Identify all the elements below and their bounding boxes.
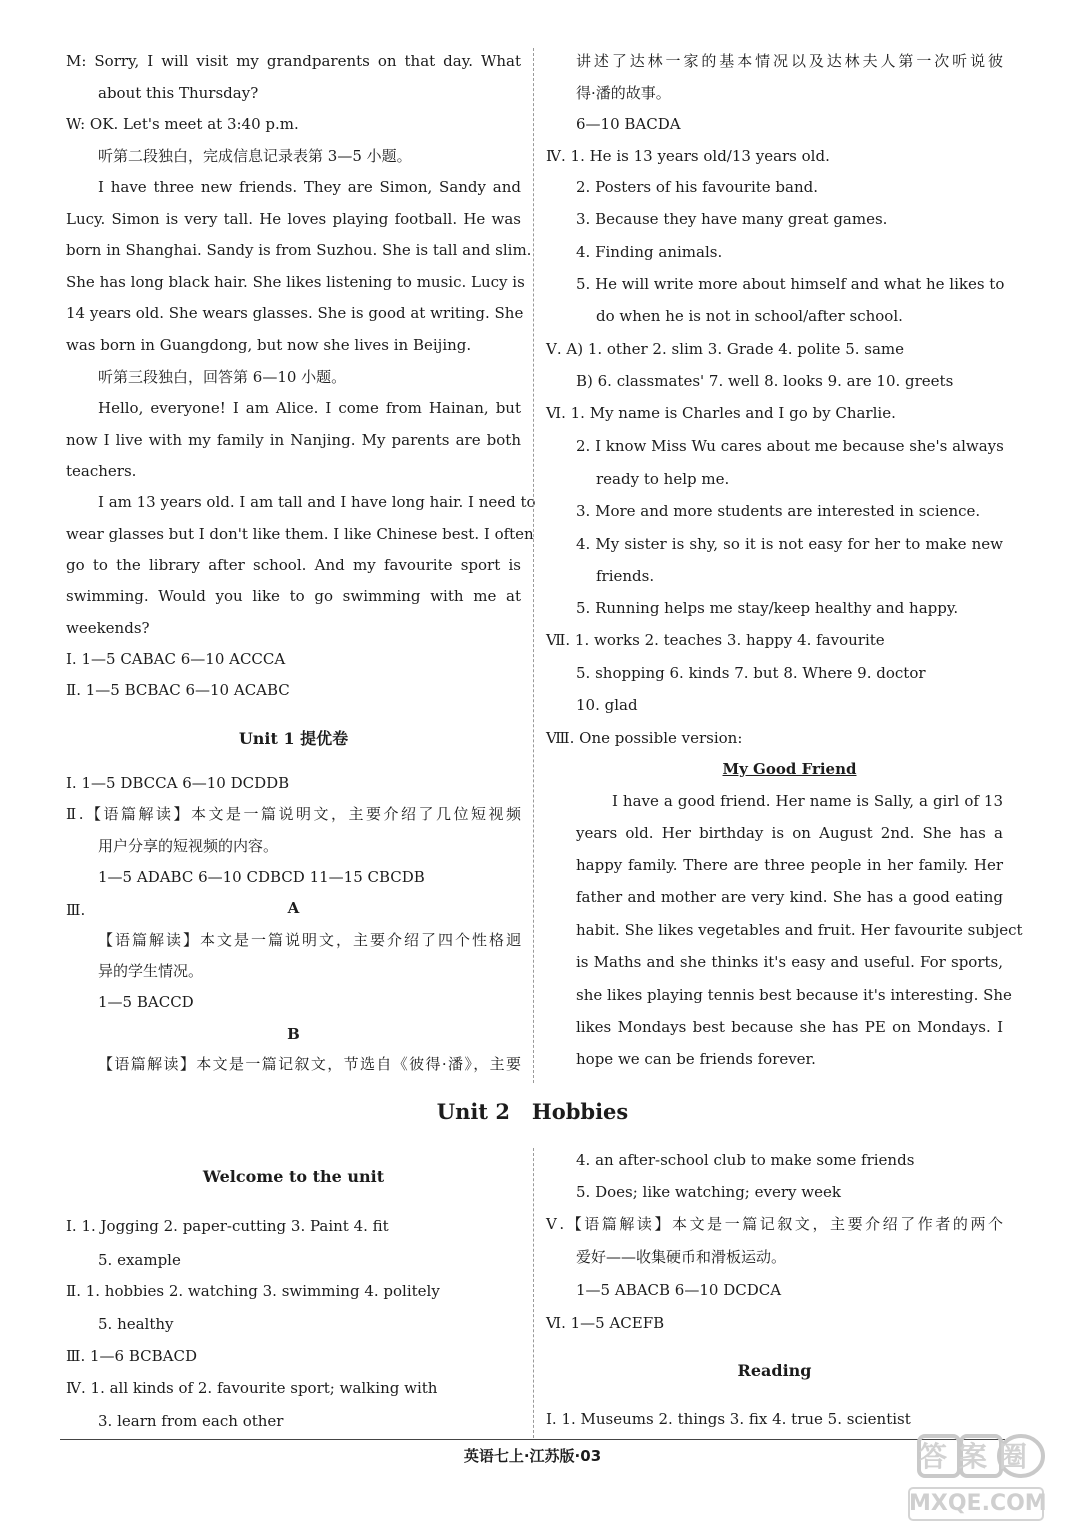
answer-line: Ⅱ.【语篇解读】本文是一篇说明文，主要介绍了几位短视频: [66, 805, 521, 823]
answer-line: Ⅳ. 1. He is 13 years old/13 years old.: [546, 147, 830, 165]
answer-line: 5. Does; like watching; every week: [576, 1183, 841, 1201]
essay-line: I have a good friend. Her name is Sally, a girl of 13: [612, 792, 1003, 810]
answer-line: Ⅰ. 1—5 CABAC 6—10 ACCCA: [66, 650, 286, 668]
instruction-line: 听第三段独白，回答第 6—10 小题。: [98, 368, 347, 386]
essay-line: she likes playing tennis best because it's interesting. She: [576, 986, 1012, 1004]
essay-line: is Maths and she thinks it's easy and useful. For sports,: [576, 953, 1003, 971]
script-line: 14 years old. She wears glasses. She is good at writing. She: [66, 304, 524, 322]
essay-line: likes Mondays best because she has PE on Mondays. I: [576, 1018, 1003, 1036]
answer-line: 5. healthy: [98, 1315, 174, 1333]
essay-line: hope we can be friends forever.: [576, 1050, 816, 1068]
answer-line: 用户分享的短视频的内容。: [98, 837, 279, 855]
script-line: wear glasses but I don't like them. I like Chinese best. I often: [66, 525, 534, 543]
script-line: She has long black hair. She likes listening to music. Lucy is: [66, 273, 525, 291]
answer-line: Ⅱ. 1—5 BCBAC 6—10 ACABC: [66, 681, 290, 699]
script-line: Hello, everyone! I am Alice. I come from Hainan, but: [98, 399, 521, 417]
answer-line: B) 6. classmates' 7. well 8. looks 9. are 10. greets: [576, 372, 954, 390]
answer-line: Ⅲ.: [66, 901, 86, 919]
answer-line: 讲述了达林一家的基本情况以及达林夫人第一次听说彼: [576, 52, 1003, 70]
answer-line: ready to help me.: [596, 470, 730, 488]
column-divider: [533, 48, 534, 1083]
answer-line: 爱好——收集硬币和滑板运动。: [576, 1248, 787, 1266]
answer-line: Ⅴ.【语篇解读】本文是一篇记叙文，主要介绍了作者的两个: [546, 1215, 1003, 1233]
answer-line: Ⅰ. 1—5 DBCCA 6—10 DCDDB: [66, 774, 290, 792]
answer-line: Ⅷ. One possible version:: [546, 729, 743, 747]
answer-line: Ⅵ. 1—5 ACEFB: [546, 1314, 665, 1332]
answer-line: 5. Running helps me stay/keep healthy and happy.: [576, 599, 959, 617]
answer-line: Ⅴ. A) 1. other 2. slim 3. Grade 4. polite 5. same: [546, 340, 905, 358]
section-heading: Welcome to the unit: [202, 1167, 385, 1186]
answer-line: do when he is not in school/after school.: [596, 307, 903, 325]
answer-line: Ⅵ. 1. My name is Charles and I go by Charlie.: [546, 404, 896, 422]
answer-line: 1—5 ABACB 6—10 DCDCA: [576, 1281, 782, 1299]
script-line: weekends?: [66, 619, 150, 637]
instruction-line: 听第二段独白，完成信息记录表第 3—5 小题。: [98, 147, 412, 165]
answer-line: 3. Because they have many great games.: [576, 210, 888, 228]
dialogue-line: about this Thursday?: [98, 84, 259, 102]
answer-line: 2. I know Miss Wu cares about me because she's always: [576, 437, 1004, 455]
answer-line: 2. Posters of his favourite band.: [576, 178, 818, 196]
section-heading: Reading: [737, 1361, 812, 1380]
watermark-text: 答案圈: [919, 1440, 1040, 1473]
essay-title: My Good Friend: [722, 760, 857, 778]
script-line: Lucy. Simon is very tall. He loves playing football. He was: [66, 210, 521, 228]
script-line: go to the library after school. And my favourite sport is: [66, 556, 521, 574]
dialogue-line: M: Sorry, I will visit my grandparents on that day. What: [66, 52, 521, 70]
script-line: born in Shanghai. Sandy is from Suzhou. She is tall and slim.: [66, 241, 532, 259]
answer-line: 3. learn from each other: [98, 1412, 284, 1430]
answer-line: Ⅰ. 1. Jogging 2. paper-cutting 3. Paint 4. fit: [66, 1217, 389, 1235]
answer-line: 10. glad: [576, 696, 638, 714]
essay-line: happy family. There are three people in her family. Her: [576, 856, 1003, 874]
script-line: I have three new friends. They are Simon, Sandy and: [98, 178, 521, 196]
answer-line: Ⅲ. 1—6 BCBACD: [66, 1347, 197, 1365]
script-line: was born in Guangdong, but now she lives in Beijing.: [66, 336, 472, 354]
answer-line: 异的学生情况。: [98, 962, 204, 980]
answer-line: Ⅰ. 1. Museums 2. things 3. fix 4. true 5. scientist: [546, 1410, 911, 1428]
answer-line: 4. My sister is shy, so it is not easy for her to make new: [576, 535, 1003, 553]
answer-line: 【语篇解读】本文是一篇说明文，主要介绍了四个性格迥: [98, 931, 521, 949]
section-heading: Unit 1 提优卷: [238, 729, 349, 748]
answer-line: friends.: [596, 567, 655, 585]
answer-line: 4. an after-school club to make some friends: [576, 1151, 915, 1169]
script-line: now I live with my family in Nanjing. My parents are both: [66, 431, 521, 449]
answer-line: 1—5 BACCD: [98, 993, 194, 1011]
essay-line: habit. She likes vegetables and fruit. Her favourite subject: [576, 921, 1023, 939]
answer-line: 5. shopping 6. kinds 7. but 8. Where 9. doctor: [576, 664, 926, 682]
answer-line: Ⅶ. 1. works 2. teaches 3. happy 4. favourite: [546, 631, 885, 649]
answer-line: 5. example: [98, 1251, 181, 1269]
subsection-label: A: [287, 899, 300, 917]
script-line: I am 13 years old. I am tall and I have long hair. I need to: [98, 493, 536, 511]
answer-line: 3. More and more students are interested in science.: [576, 502, 981, 520]
watermark-logo: [901, 1428, 1051, 1528]
script-line: teachers.: [66, 462, 137, 480]
unit-title: Unit 2 Hobbies: [436, 1099, 629, 1124]
answer-line: 4. Finding animals.: [576, 243, 723, 261]
answer-line: 1—5 ADABC 6—10 CDBCD 11—15 CBCDB: [98, 868, 425, 886]
footer-rule: [60, 1439, 1005, 1440]
answer-line: 【语篇解读】本文是一篇记叙文，节选自《彼得·潘》，主要: [98, 1055, 521, 1073]
answer-line: Ⅳ. 1. all kinds of 2. favourite sport; walking with: [66, 1379, 438, 1397]
essay-line: years old. Her birthday is on August 2nd. She has a: [576, 824, 1003, 842]
script-line: swimming. Would you like to go swimming with me at: [66, 587, 521, 605]
page-footer: 英语七上·江苏版·03: [463, 1447, 602, 1465]
watermark-url: MXQE.COM: [909, 1491, 1047, 1516]
column-divider: [533, 1148, 534, 1438]
answer-line: Ⅱ. 1. hobbies 2. watching 3. swimming 4. politely: [66, 1282, 440, 1300]
answer-line: 5. He will write more about himself and what he likes to: [576, 275, 1005, 293]
essay-line: father and mother are very kind. She has a good eating: [576, 888, 1003, 906]
dialogue-line: W: OK. Let's meet at 3:40 p.m.: [66, 115, 299, 133]
answer-line: 6—10 BACDA: [576, 115, 681, 133]
answer-line: 得·潘的故事。: [576, 84, 671, 102]
subsection-label: B: [287, 1025, 300, 1043]
